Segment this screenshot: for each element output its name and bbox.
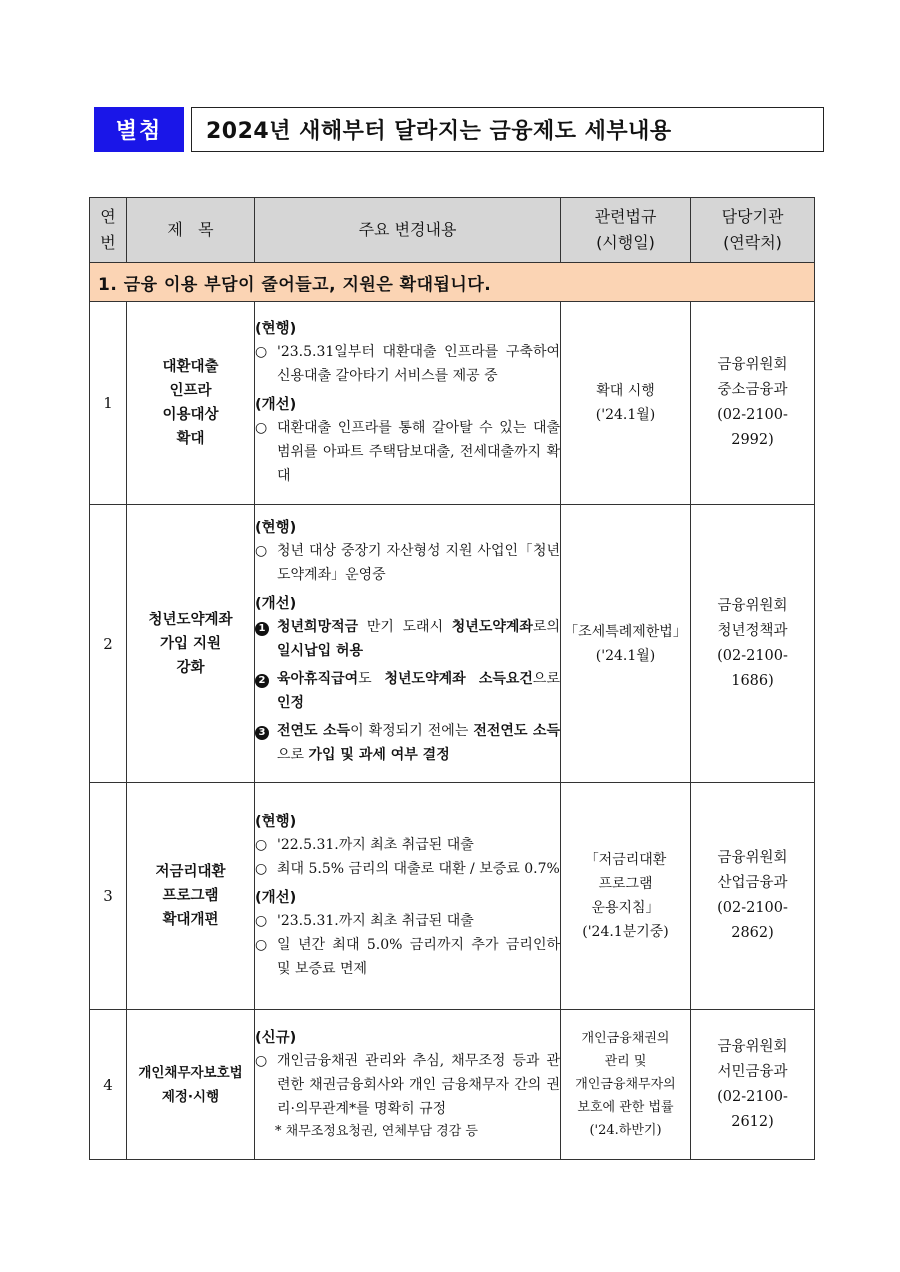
list-item: 1 청년희망적금 만기 도래시 청년도약계좌로의 일시납입 허용	[255, 615, 560, 663]
header-org: 담당기관 (연락처)	[691, 198, 815, 263]
current-label: (현행)	[255, 321, 297, 337]
section-heading: 1. 금융 이용 부담이 줄어들고, 지원은 확대됩니다.	[90, 263, 815, 302]
header-no: 연 번	[90, 198, 127, 263]
list-item: 2 육아휴직급여도 청년도약계좌 소득요건으로 인정	[255, 667, 560, 715]
table-header-row	[90, 198, 815, 263]
current-label: (현행)	[255, 519, 297, 536]
table-row	[90, 783, 815, 1010]
list-item: ○ 대환대출 인프라를 통해 갈아탈 수 있는 대출 범위를 아파트 주택담보대출, 전세대출까지 확대	[255, 420, 560, 484]
row-law: 「저금리대환 프로그램 운용지침」 ('24.1분기중)	[561, 783, 691, 1010]
row-title: 대환대출 인프라 이용대상 확대	[127, 302, 255, 505]
row-law: 개인금융채권의 관리 및 개인금융채무자의 보호에 관한 법률 ('24.하반기)	[561, 1010, 691, 1160]
improved-label: (개선)	[255, 890, 297, 906]
list-item: ○ 청년 대상 중장기 자산형성 지원 사업인「청년도약계좌」운영중	[255, 542, 560, 583]
list-item: ○ 개인금융채권 관리와 추심, 채무조정 등과 관련한 채권금융회사와 개인 금융채무자 간의 권리·의무관계*를 명확히 규정	[255, 1052, 560, 1117]
row-title: 저금리대환 프로그램 확대개편	[127, 783, 255, 1010]
row-org: 금융위원회 중소금융과 (02-2100- 2992)	[691, 302, 815, 505]
list-item: ○ '22.5.31.까지 최초 취급된 대출	[255, 837, 474, 853]
table-row	[90, 1010, 815, 1160]
number-marker: 1	[255, 622, 269, 636]
number-marker: 2	[255, 674, 269, 688]
title-bar	[94, 107, 814, 152]
row-title: 청년도약계좌 가입 지원 강화	[127, 505, 255, 783]
row-law: 「조세특례제한법」 ('24.1월)	[561, 505, 691, 783]
header-title: 제 목	[127, 198, 255, 263]
row-number: 1	[90, 302, 127, 505]
row-content	[255, 1010, 561, 1160]
row-number: 3	[90, 783, 127, 1010]
row-content	[255, 783, 561, 1010]
table-row	[90, 302, 815, 505]
list-item: ○ '23.5.31일부터 대환대출 인프라를 구축하여 신용대출 갈아타기 서비스를 제공 중	[255, 344, 560, 384]
footnote: * 채무조정요청권, 연체부담 경감 등	[275, 1123, 478, 1139]
row-number: 4	[90, 1010, 127, 1160]
list-item: ○ '23.5.31.까지 최초 취급된 대출	[255, 913, 474, 929]
header-law: 관련법규 (시행일)	[561, 198, 691, 263]
row-law: 확대 시행 ('24.1월)	[561, 302, 691, 505]
improved-label: (개선)	[255, 595, 297, 612]
changes-table	[89, 197, 815, 1160]
new-label: (신규)	[255, 1029, 297, 1046]
current-label: (현행)	[255, 814, 297, 830]
list-item: ○ 최대 5.5% 금리의 대출로 대환 / 보증료 0.7%	[255, 861, 560, 877]
row-org: 금융위원회 산업금융과 (02-2100- 2862)	[691, 783, 815, 1010]
row-org: 금융위원회 서민금융과 (02-2100- 2612)	[691, 1010, 815, 1160]
improved-label: (개선)	[255, 397, 297, 413]
header-content: 주요 변경내용	[255, 198, 561, 263]
number-marker: 3	[255, 726, 269, 740]
document-title: 2024년 새해부터 달라지는 금융제도 세부내용	[191, 107, 824, 152]
row-content	[255, 302, 561, 505]
list-item: 3 전연도 소득이 확정되기 전에는 전전연도 소득으로 가입 및 과세 여부 결정	[255, 719, 560, 767]
row-org: 금융위원회 청년정책과 (02-2100- 1686)	[691, 505, 815, 783]
improved-list	[255, 615, 560, 767]
table-row	[90, 505, 815, 783]
list-item: ○ 일 년간 최대 5.0% 금리까지 추가 금리인하 및 보증료 면제	[255, 937, 560, 977]
row-title: 개인채무자보호법 제정·시행	[127, 1010, 255, 1160]
row-number: 2	[90, 505, 127, 783]
attachment-badge: 별첨	[94, 107, 184, 152]
row-content	[255, 505, 561, 783]
section-heading-row	[90, 263, 815, 302]
